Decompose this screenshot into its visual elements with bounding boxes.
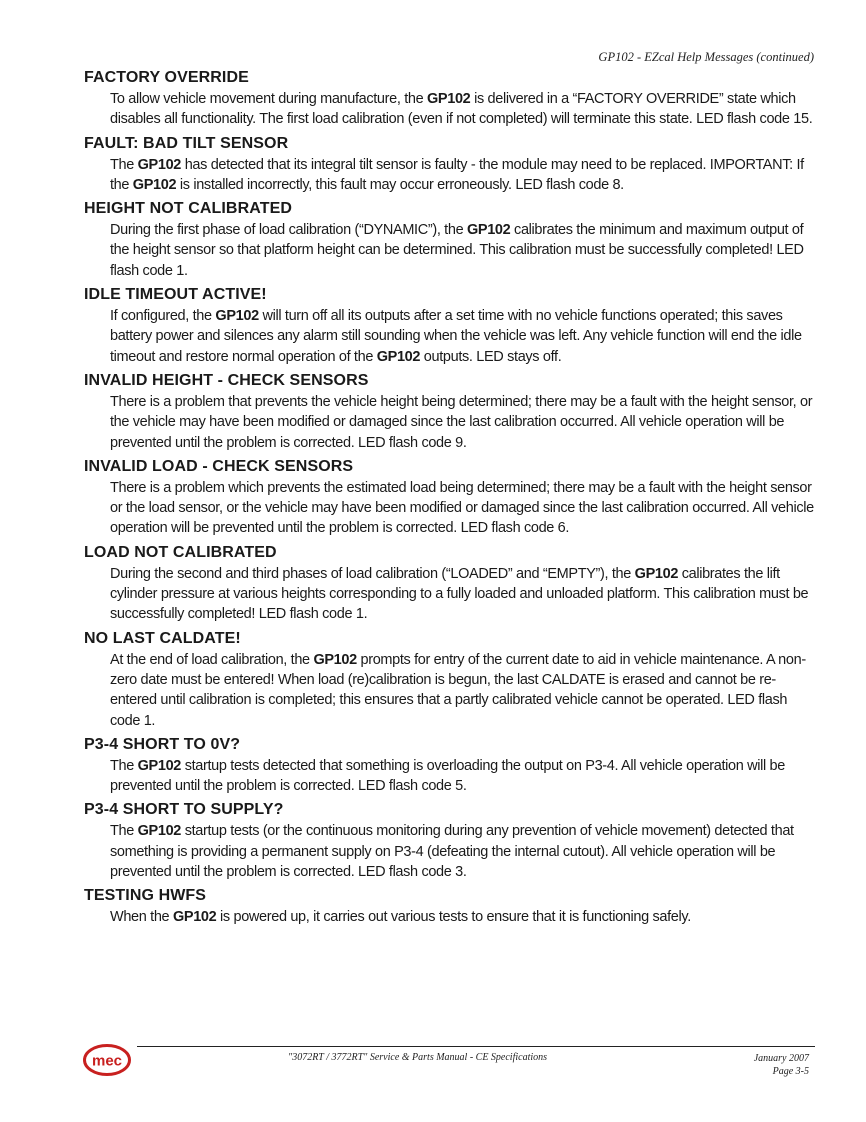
footer-meta (754, 1052, 809, 1078)
product-code: GP102 (172, 909, 217, 926)
help-message-body: If configured, the GP102 will turn off all its outputs after a set time with no vehicle functions operated; this saves battery power and silences any alarm still sounding when the vehicle was left. Any vehicle function will end the idle timeout and restore normal operation of the GP102 outputs. LED stays off. (110, 308, 802, 365)
help-message-title: FAULT: BAD TILT SENSOR (84, 134, 289, 152)
help-message-body: There is a problem which prevents the estimated load being determined; there may be a fault with the height sensor or the load sensor, or the vehicle may have been modified or damaged since the last calibration occurred. All vehicle operation will be prevented until the problem is corrected. LED flash code 6. (110, 479, 814, 537)
help-message-entry (84, 285, 819, 367)
product-code: GP102 (137, 156, 182, 173)
product-code: GP102 (426, 91, 471, 107)
footer-page-number: Page 3-5 (772, 1066, 809, 1077)
help-message-title: FACTORY OVERRIDE (84, 69, 249, 86)
help-message-title: IDLE TIMEOUT ACTIVE! (84, 286, 267, 304)
help-message-body: The GP102 startup tests (or the continuous monitoring during any prevention of vehicle movement) detected that something is providing a permanent supply on P3-4 (defeating the internal cutout). All vehicle operation will be prevented until the problem is corrected. LED flash code 3. (110, 823, 794, 881)
footer-manual-title: "3072RT / 3772RT" Service & Parts Manual - CE Specifications (288, 1052, 548, 1063)
help-message-entry (84, 886, 819, 927)
product-code: GP102 (466, 222, 511, 239)
help-message-entry (84, 371, 819, 453)
mec-logo-text: mec (91, 1052, 123, 1070)
help-messages-list (84, 68, 819, 932)
help-message-entry (84, 68, 819, 130)
help-message-body: The GP102 has detected that its integral tilt sensor is faulty - the module may need to be replaced. IMPORTANT: If the GP102 is installed incorrectly, this fault may occur erroneously. LED flash code 8. (110, 156, 804, 193)
help-message-body: At the end of load calibration, the GP102 prompts for entry of the current date to aid in vehicle maintenance. A non-zero date must be entered! When load (re)calibration is begun, the last CALDATE is erased and cannot be re-entered until calibration is completed; this ensures that a partly calibrated vehicle cannot be operated. LED flash code 1. (110, 651, 806, 729)
product-code: GP102 (313, 651, 357, 668)
running-header: GP102 - EZcal Help Messages (continued) (598, 50, 814, 64)
help-message-title: P3-4 SHORT TO 0V? (84, 735, 241, 753)
help-message-title: TESTING HWFS (84, 887, 207, 905)
help-message-body: During the second and third phases of load calibration (“LOADED” and “EMPTY”), the GP102 calibrates the lift cylinder pressure at various heights corresponding to a fully loaded and unloaded platform. This calibration must be successfully completed! LED flash code 1. (110, 565, 809, 623)
product-code: GP102 (137, 757, 182, 774)
help-message-title: INVALID LOAD - CHECK SENSORS (84, 457, 354, 475)
product-code: GP102 (215, 308, 259, 325)
help-message-entry (84, 629, 819, 731)
help-message-body: When the GP102 is powered up, it carries out various tests to ensure that it is functioning safely. (110, 909, 691, 926)
help-message-entry (84, 735, 819, 797)
help-message-entry (84, 543, 819, 625)
help-message-body: To allow vehicle movement during manufacture, the GP102 is delivered in a “FACTORY OVERRIDE” state which disables all functionality. The first load calibration (even if not completed) will terminate this state. LED flash code 15. (110, 91, 813, 128)
product-code: GP102 (132, 176, 177, 193)
help-message-title: HEIGHT NOT CALIBRATED (84, 200, 293, 218)
help-message-body: During the first phase of load calibration (“DYNAMIC”), the GP102 calibrates the minimum and maximum output of the height sensor so that platform height can be determined. This calibration must be successfully completed! LED flash code 1. (110, 222, 804, 279)
product-code: GP102 (634, 565, 679, 582)
help-message-body: There is a problem that prevents the vehicle height being determined; there may be a fault with the height sensor, or the vehicle may have been modified or damaged since the last calibration occurred. All vehicle operation will be prevented until the problem is corrected. LED flash code 9. (110, 393, 813, 451)
help-message-entry (84, 800, 819, 882)
help-message-title: LOAD NOT CALIBRATED (84, 543, 277, 561)
help-message-title: P3-4 SHORT TO SUPPLY? (84, 801, 284, 819)
help-message-title: INVALID HEIGHT - CHECK SENSORS (84, 371, 369, 389)
product-code: GP102 (137, 823, 182, 840)
help-message-body: The GP102 startup tests detected that something is overloading the output on P3-4. All vehicle operation will be prevented until the problem is corrected. LED flash code 5. (110, 757, 785, 795)
help-message-entry (84, 134, 819, 196)
mec-logo (83, 1044, 131, 1076)
help-message-entry (84, 457, 819, 539)
footer-divider (137, 1046, 815, 1047)
footer-date: January 2007 (753, 1053, 809, 1064)
help-message-entry (84, 199, 819, 281)
help-message-title: NO LAST CALDATE! (84, 629, 241, 647)
product-code: GP102 (376, 348, 421, 365)
